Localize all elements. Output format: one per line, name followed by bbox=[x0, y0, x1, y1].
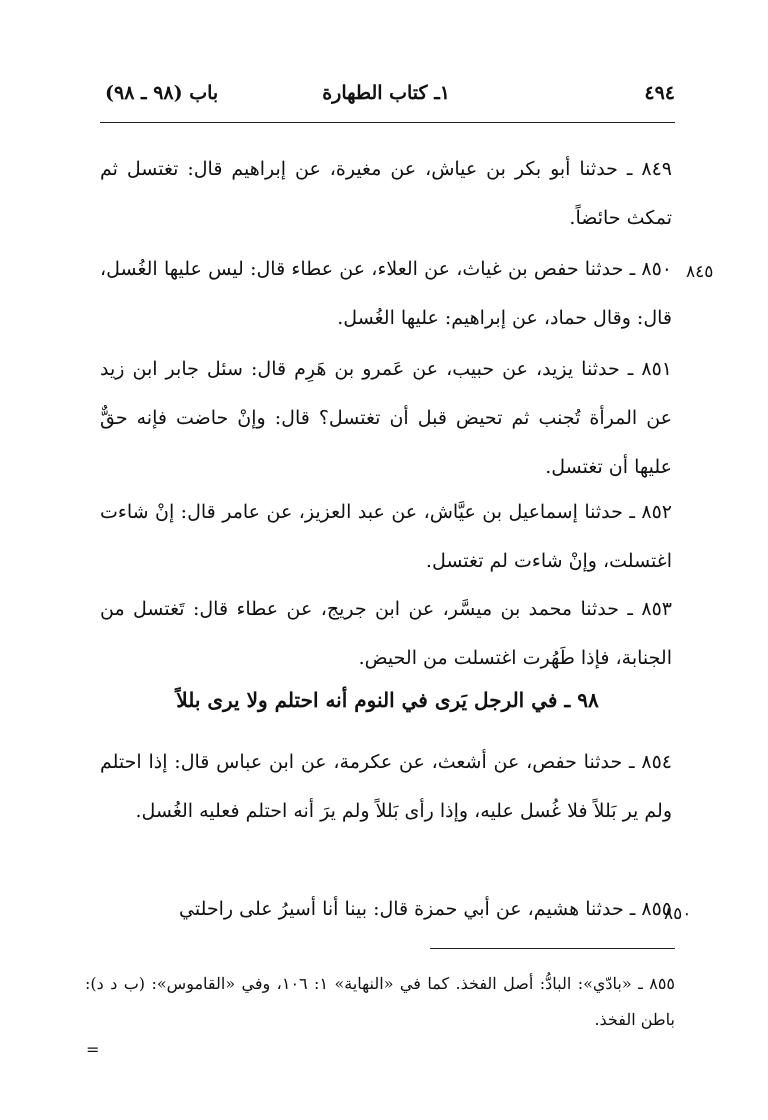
hadith-850: ٨٥٠ ـ حدثنا حفص بن غياث، عن العلاء، عن عطاء قال: ليس عليها الغُسل، قال: وقال حماد، عن إبراهيم: عليها الغُسل. bbox=[100, 258, 672, 329]
hadith-855: ٨٥٥ ـ حدثنا هشيم، عن أبي حمزة قال: بينا أنا أسيرُ على راحلتي bbox=[179, 898, 672, 920]
chapter-heading: ٩٨ ـ في الرجل يَرى في النوم أنه احتلم ولا يرى بللاً bbox=[176, 688, 599, 712]
continuation-mark: = bbox=[86, 1040, 100, 1059]
hadith-851: ٨٥١ ـ حدثنا يزيد، عن حبيب، عن عَمرو بن هَرِم قال: سئل جابر ابن زيد عن المرأة تُجنب ثم تحيض قبل أن تغتسل؟ قال: وإنْ حاضت فإنه حقٌّ عليها أن تغتسل. bbox=[100, 358, 672, 478]
page-number: ٤٩٤ bbox=[644, 82, 675, 104]
footnote-rule bbox=[430, 948, 675, 949]
hadith-849: ٨٤٩ ـ حدثنا أبو بكر بن عياش، عن مغيرة، عن إبراهيم قال: تغتسل ثم تمكث حائضاً. bbox=[100, 158, 672, 229]
header-rule bbox=[100, 122, 675, 123]
chapter-reference: باب (٩٨ ـ ٩٨) bbox=[105, 82, 219, 104]
running-header bbox=[100, 82, 675, 112]
margin-number-845: ٨٤٥ bbox=[686, 262, 714, 282]
footnote: ٨٥٥ ـ «بادّي»: البادُّ: أصل الفخذ. كما في «النهاية» ١: ١٠٦، وفي «القاموس»: (ب د د): باطن الفخذ. bbox=[85, 974, 675, 1029]
hadith-852: ٨٥٢ ـ حدثنا إسماعيل بن عيَّاش، عن عبد العزيز، عن عامر قال: إنْ شاءت اغتسلت، وإنْ شاءت لم تغتسل. bbox=[100, 501, 672, 572]
margin-number-850: ٨٥٠ bbox=[664, 904, 692, 924]
hadith-853: ٨٥٣ ـ حدثنا محمد بن ميسَّر، عن ابن جريج، عن عطاء قال: تَغتسل من الجنابة، فإذا طَهُرت اغتسلت من الحيض. bbox=[100, 598, 672, 669]
hadith-854: ٨٥٤ ـ حدثنا حفص، عن أشعث، عن عكرمة، عن ابن عباس قال: إذا احتلم ولم ير بَللاً فلا غُسل عليه، وإذا رأى بَللاً ولم يرَ أنه احتلم فعليه الغُسل. bbox=[100, 751, 672, 822]
book-title: ١ـ كتاب الطهارة bbox=[322, 82, 450, 104]
